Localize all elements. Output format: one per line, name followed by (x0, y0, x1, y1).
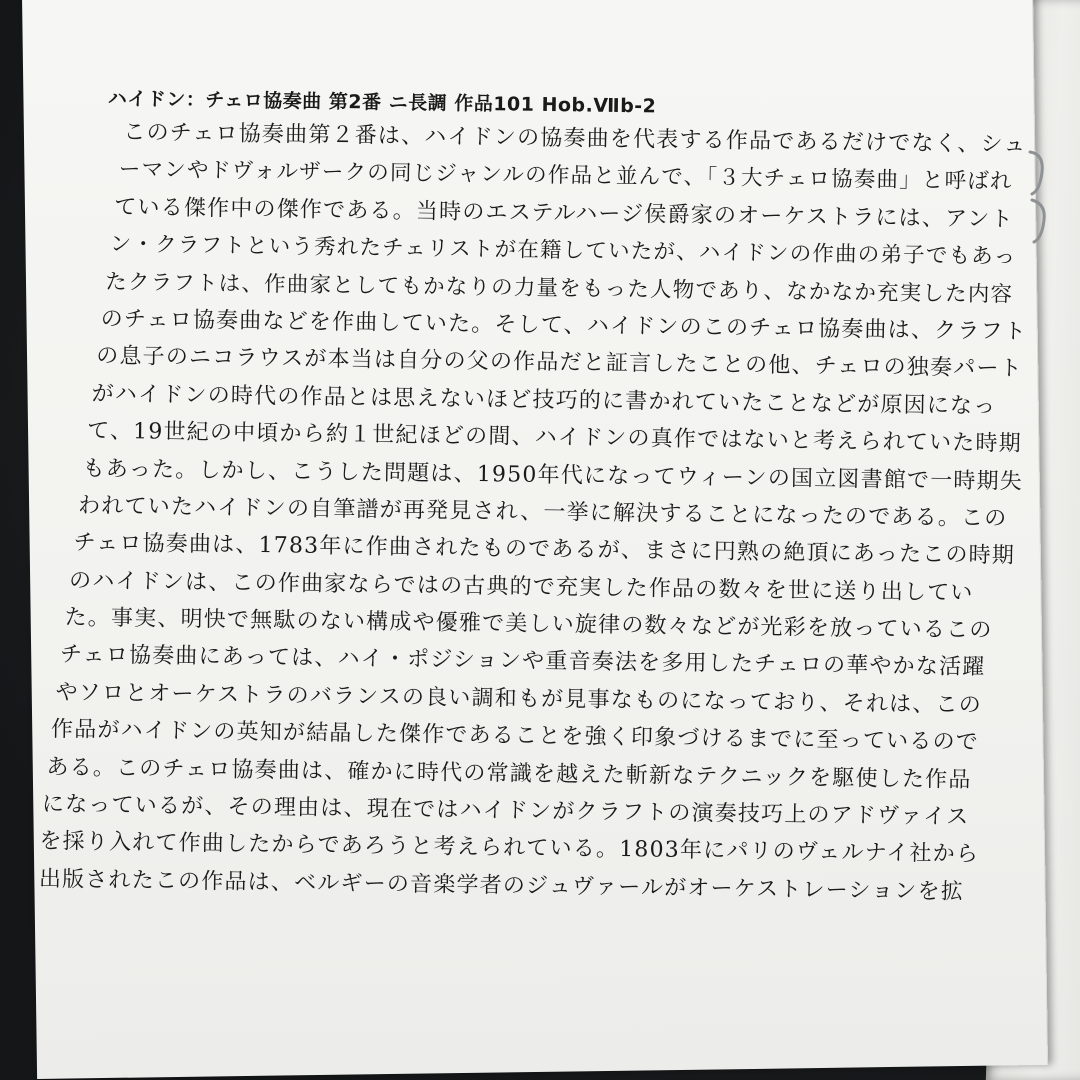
text-line: ン・クラフトという秀れたチェリストが在籍していたが、ハイドンの作曲の弟子でもあっ (109, 232, 1017, 270)
body-text (39, 113, 1030, 912)
text-line: て、19世紀の中頃から約１世紀ほどの間、ハイドンの真作ではないと考えられていた時期 (87, 418, 1023, 457)
text-line: たクラフトは、作曲家としてもかなりの力量をもった人物であり、なかなか充実した内容 (105, 269, 1014, 308)
text-line: になっているが、その理由は、現在ではハイドンがクラフトの演奏技巧上のアドヴァイス (41, 791, 970, 830)
text-line: ーマンやドヴォルザークの同じジャンルの作品と並んで、「３大チェロ協奏曲」と呼ばれ (118, 157, 1013, 195)
text-line: このチェロ協奏曲第２番は、ハイドンの協奏曲を代表する作品であるだけでなく、シュ (123, 120, 1027, 158)
text-line: がハイドンの時代の作品とは思えないほど技巧的に書かれていたことなどが原因になっ (91, 381, 997, 419)
text-line: 作品がハイドンの英知が結晶した傑作であることを強く印象づけるまでに至っているので (50, 717, 980, 756)
text-line: のチェロ協奏曲などを作曲していた。そして、ハイドンのこのチェロ協奏曲は、クラフト (100, 306, 1028, 345)
text-line: チェロ協奏曲にあっては、ハイ・ポジションや重音奏法を多用したチェロの華やかな活躍 (59, 642, 986, 681)
text-line: のハイドンは、この作曲家ならではの古典的で充実した作品の数々を世に送り出してい (68, 568, 974, 606)
text-line: ある。このチェロ協奏曲は、確かに時代の常識を越えた斬新なテクニックを駆使した作品 (46, 754, 972, 793)
text-line: やソロとオーケストラのバランスの良い調和もが見事なものになっており、それは、この (55, 679, 983, 718)
text-line: 出版されたこの作品は、ベルギーの音楽学者のジュヴァールがオーケストレーションを拡 (38, 866, 965, 905)
document-title: ハイドン：チェロ協奏曲 第2番 ニ長調 作品101 Hob.Ⅶb-2 (107, 87, 657, 118)
text-line: の息子のニコラウスが本当は自分の父の作品だと証言したことの他、チェロの独奏パート (96, 344, 1023, 382)
text-line: ている傑作中の傑作である。当時のエステルハージ侯爵家のオーケストラには、アント (114, 194, 1014, 233)
text-line: われていたハイドンの自筆譜が再発見され、一挙に解決することになったのである。この (77, 493, 1008, 532)
text-line: チェロ協奏曲は、1783年に作曲されたものであるが、まさに円熟の絶頂にあったこの時期 (73, 530, 1016, 569)
text-line: もあった。しかし、こうした問題は、1950年代になってウィーンの国立図書館で一時期失 (82, 456, 1024, 495)
text-line: た。事実、明快で無駄のない構成や優雅で美しい旋律の数々などが光彩を放っているこの (64, 605, 993, 644)
liner-notes-text (39, 86, 1030, 912)
text-line: を採り入れて作曲したからであろうと考えられている。1803年にパリのヴェルナイ社から (39, 829, 980, 868)
